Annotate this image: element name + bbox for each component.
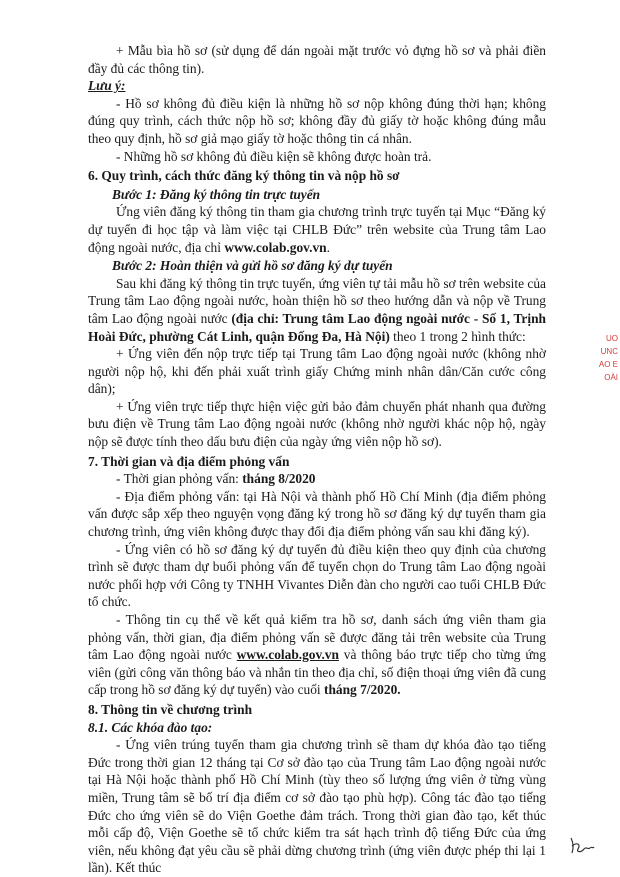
paragraph-interview-time: - Thời gian phỏng vấn: tháng 8/2020 (116, 471, 316, 487)
paragraph-interview-location: - Địa điểm phỏng vấn: tại Hà Nội và thành phố Hồ Chí Minh (địa điểm phỏng vấn được sắp xếp theo nguyện vọng đăng ký trong hồ sơ đăng ký dự tuyển tham gia chương trình, ứng viên không được thay đổi địa điểm phỏng vấn sau khi đăng ký). (88, 488, 546, 540)
stamp-text: UO (606, 334, 618, 343)
section-heading-6: 6. Quy trình, cách thức đăng ký thông tin và nộp hồ sơ (88, 168, 400, 184)
paragraph-interview-eligibility: - Ứng viên có hồ sơ đăng ký dự tuyển đủ điều kiện theo quy định của chương trình sẽ được tham dự buổi phỏng vấn để tuyển chọn do Trung tâm Lao động ngoài nước phối hợp với Công ty TNHH Vivantes Diễn đàn cho người cao tuổi CHLB Đức tổ chức. (88, 541, 546, 610)
step-2-heading: Bước 2: Hoàn thiện và gửi hồ sơ đăng ký dự tuyển (112, 258, 393, 274)
paragraph-no-return: - Những hồ sơ không đủ điều kiện sẽ không được hoàn trả. (116, 148, 432, 164)
paragraph-invalid-dossier: - Hồ sơ không đủ điều kiện là những hồ sơ nộp không đúng thời hạn; không đúng quy trình, cách thức nộp hồ sơ; không đầy đủ giấy tờ hoặc không đúng mẫu theo quy định, hồ sơ giả mạo giấy tờ hoặc thông tin cá nhân. (88, 95, 546, 146)
step-1-heading: Bước 1: Đăng ký thông tin trực tuyến (112, 186, 321, 202)
section-heading-7: 7. Thời gian và địa điểm phỏng vấn (88, 453, 290, 469)
paragraph-training-courses: - Ứng viên trúng tuyển tham gia chương trình sẽ tham dự khóa đào tạo tiếng Đức trong thời gian 12 tháng tại Cơ sở đào tạo của Trung tâm Lao động ngoài nước tại Hà Nội hoặc thành phố Hồ Chí Minh (tùy theo số lượng ứng viên ở từng vùng miền, Trung tâm sẽ bố trí địa điểm cơ sở đào tạo phù hợp). Công tác đào tạo tiếng Đức cho ứng viên sẽ do Viện Goethe đảm trách. Trong thời gian đào tạo, kết thúc mỗi cấp độ, Viện Goethe sẽ tổ chức kiểm tra sát hạch trình độ tiếng Đức của ứng viên, nếu không đạt yêu cầu sẽ phải dừng chương trình (ứng viên được phép thi lại 1 lần). Kết thúc (88, 737, 546, 876)
document-page (88, 42, 546, 877)
subsection-heading-8-1: 8.1. Các khóa đào tạo: (88, 719, 213, 735)
stamp-text: UNC (600, 347, 618, 356)
address-bold: (địa chỉ: Trung tâm Lao động ngoài nước - Số 1, Trịnh Hoài Đức, phường Cát Linh, quận Đống Đa, Hà Nội) (88, 310, 546, 344)
stamp-text: OÀI (604, 373, 618, 382)
stamp-text: AO E (598, 360, 618, 369)
website-link-2[interactable]: www.colab.gov.vn (236, 647, 339, 663)
handwritten-initial-signature (568, 834, 596, 856)
website-link[interactable]: www.colab.gov.vn (224, 239, 327, 255)
paragraph-online-registration: Ứng viên đăng ký thông tin tham gia chương trình trực tuyến tại Mục “Đăng ký dự tuyển đi học tập và làm việc tại CHLB Đức” trên website của Trung tâm Lao động ngoài nước, địa chỉ www.colab.gov.vn. (88, 204, 546, 255)
interview-month: tháng 8/2020 (242, 471, 316, 487)
note-label: Lưu ý: (88, 78, 126, 94)
paragraph-by-post: + Ứng viên trực tiếp thực hiện việc gửi bảo đảm chuyển phát nhanh qua đường bưu điện về Trung tâm Lao động ngoài nước (không nhờ người khác nộp hộ, ngày nộp sẽ được tính theo dấu bưu điện của ngày ứng viên nộp hồ sơ). (88, 398, 546, 450)
paragraph-cover-template: + Mẫu bìa hồ sơ (sử dụng để dán ngoài mặt trước vỏ đựng hồ sơ và phải điền đầy đủ các thông tin). (88, 43, 546, 76)
red-stamp-fragment (594, 332, 620, 442)
paragraph-submit-dossier: Sau khi đăng ký thông tin trực tuyến, ứng viên tự tải mẫu hồ sơ trên website của Trung tâm Lao động ngoài nước, hoàn thiện hồ sơ theo hướng dẫn và nộp về Trung tâm Lao động ngoài nước (địa chỉ: Trung tâm Lao động ngoài nước - Số 1, Trịnh Hoài Đức, phường Cát Linh, quận Đống Đa, Hà Nội) theo 1 trong 2 hình thức: (88, 275, 546, 344)
results-month: tháng 7/2020. (323, 682, 401, 698)
section-heading-8: 8. Thông tin về chương trình (88, 701, 253, 717)
paragraph-results-info: - Thông tin cụ thể về kết quả kiểm tra hồ sơ, danh sách ứng viên tham gia phỏng vấn, thời gian, địa điểm phỏng vấn sẽ được đăng tải trên website của Trung tâm Lao động ngoài nước www.colab.gov.vn và thông báo trực tiếp cho từng ứng viên (gửi công văn thông báo và nhắn tin theo địa chỉ, số điện thoại ứng viên đã cung cấp trong hồ sơ đăng ký dự tuyển) vào cuối tháng 7/2020. (88, 612, 546, 698)
paragraph-in-person: + Ứng viên đến nộp trực tiếp tại Trung tâm Lao động ngoài nước (không nhờ người nộp hộ, khi đến phải xuất trình giấy Chứng minh nhân dân/Căn cước công dân); (88, 346, 546, 397)
